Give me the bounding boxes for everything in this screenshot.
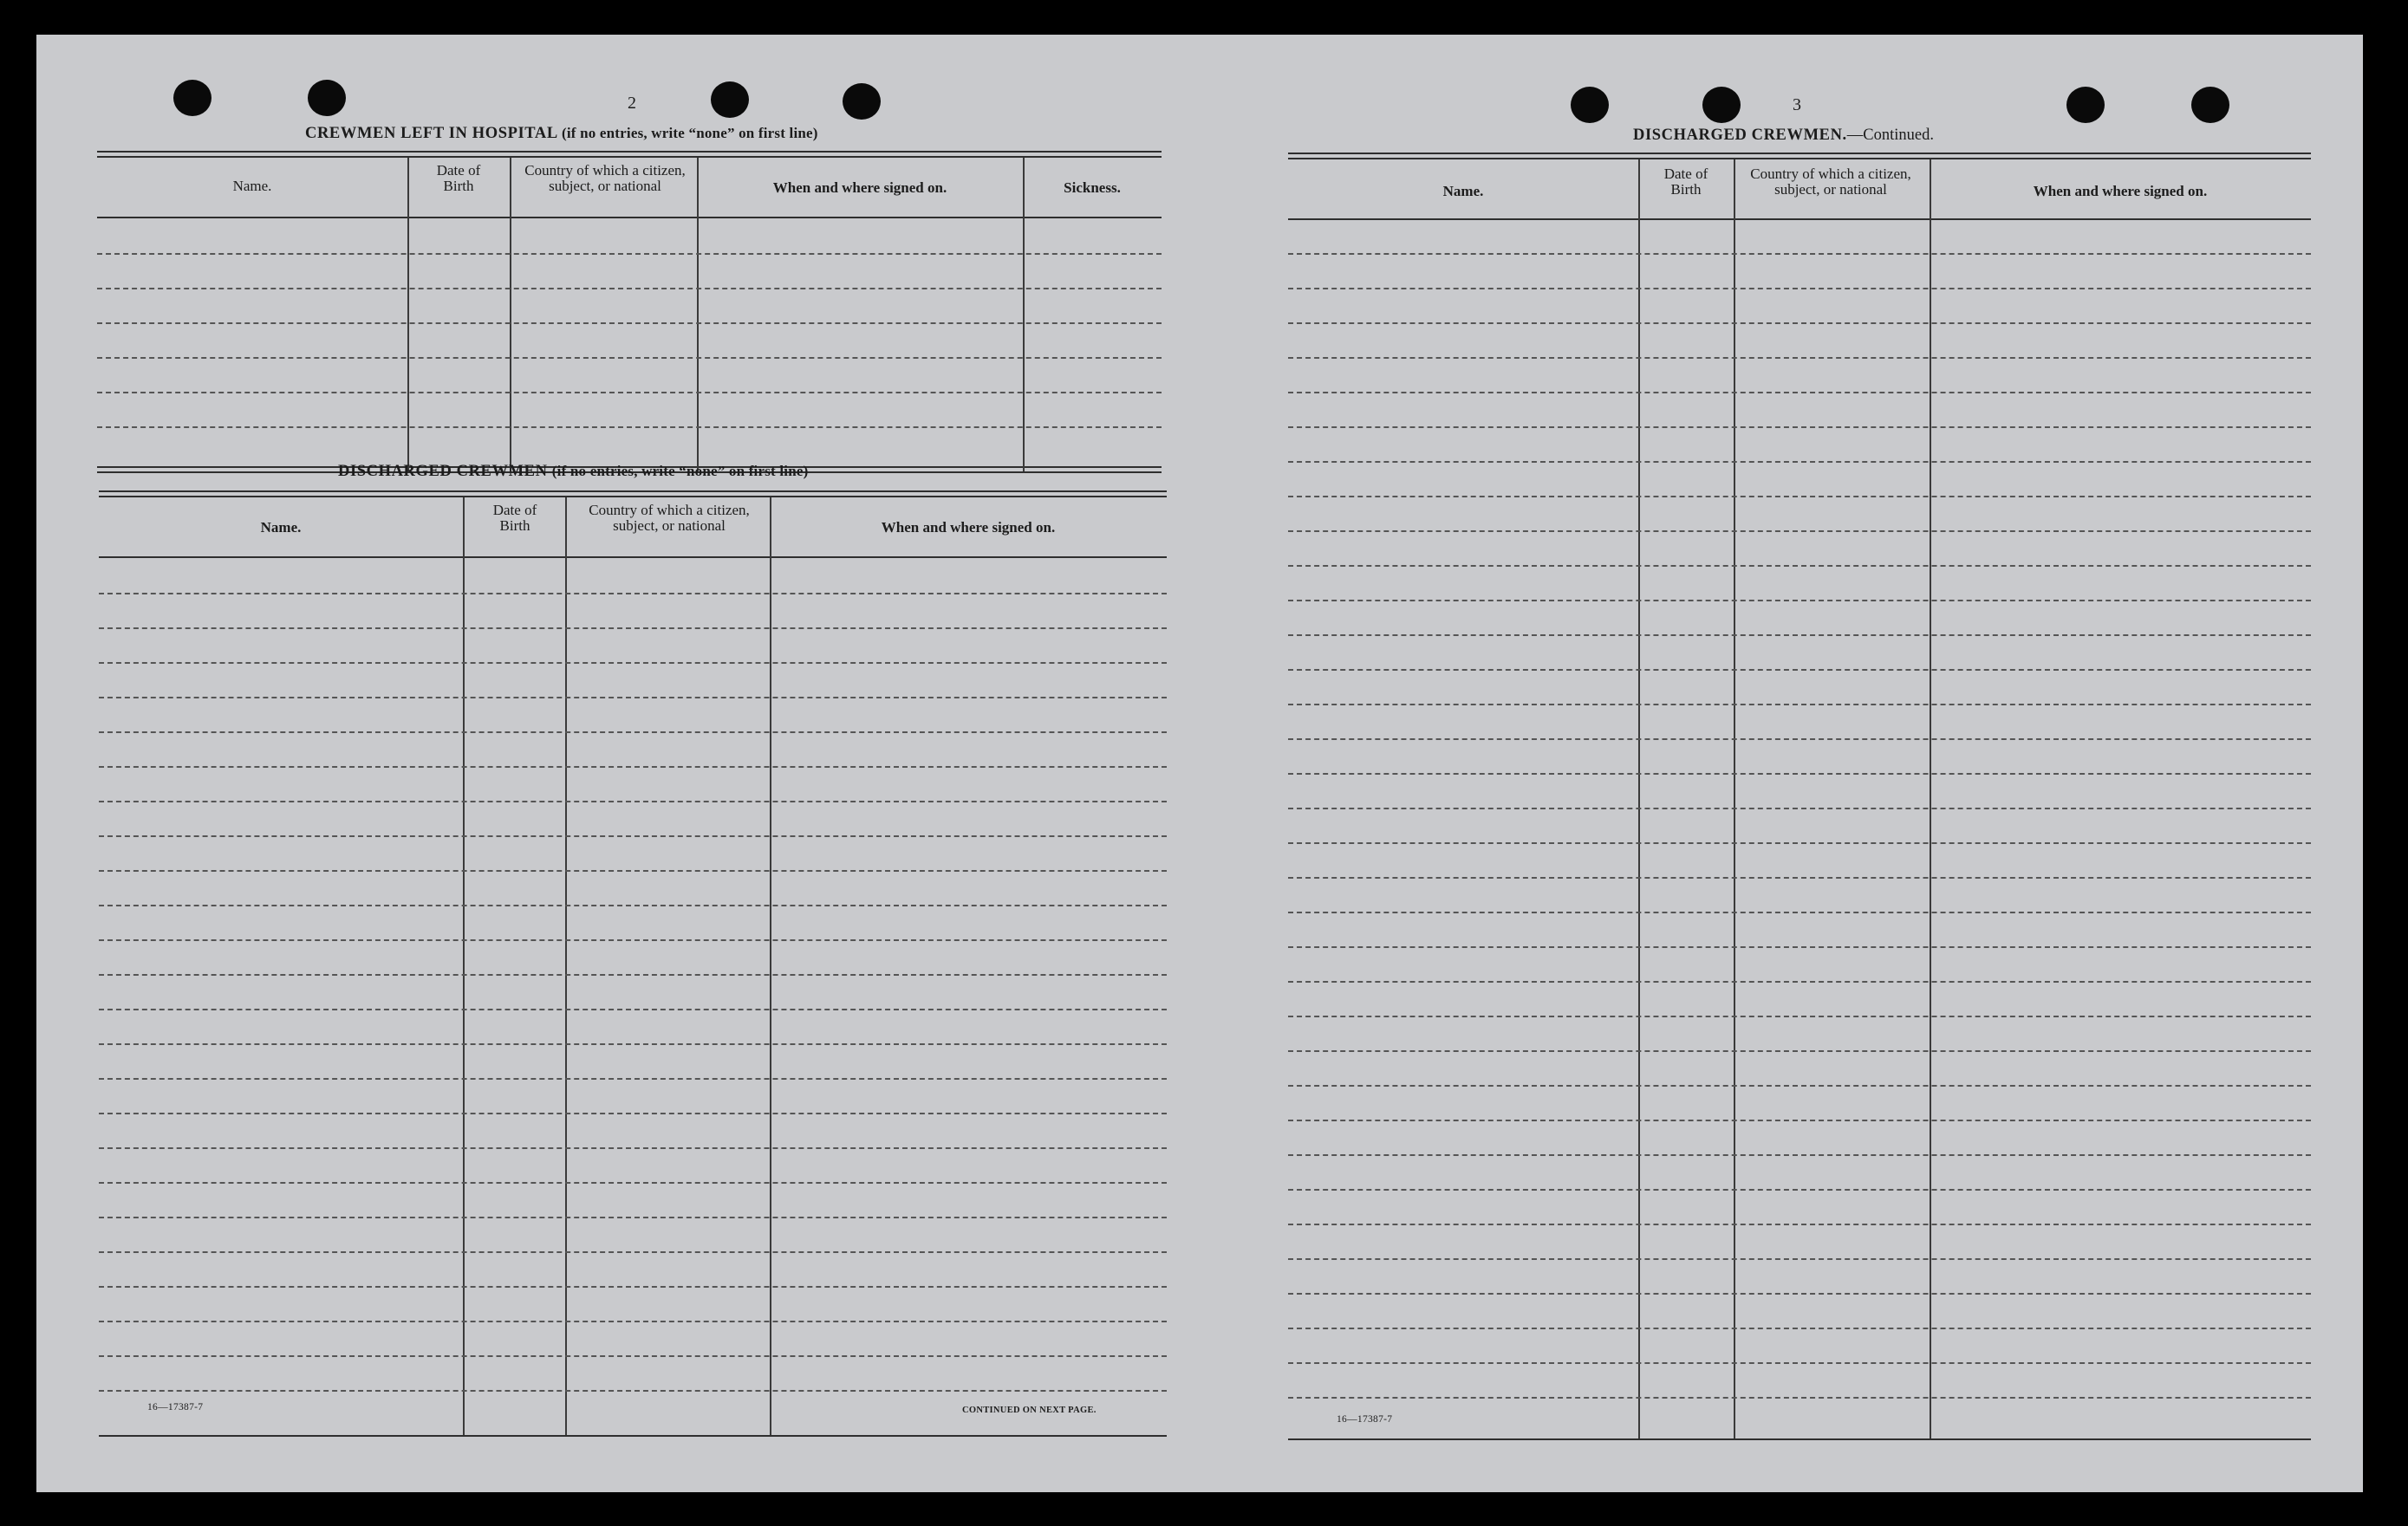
table-row: [99, 905, 1167, 906]
table-row: [1288, 461, 2311, 463]
col-header-dob: Date of Birth: [436, 162, 481, 194]
punch-hole-icon: [711, 81, 749, 118]
col-header-name: Name.: [1442, 183, 1484, 199]
table-row: [99, 731, 1167, 733]
punch-hole-icon: [308, 80, 346, 116]
table-row: [1288, 357, 2311, 359]
punch-hole-icon: [1571, 87, 1609, 123]
table-row: [97, 322, 1162, 324]
discharged-continued-title: [1633, 127, 1934, 145]
table-row: [97, 426, 1162, 428]
table-row: [99, 627, 1167, 629]
discharged-title-text: DISCHARGED CREWMEN: [338, 463, 548, 480]
col-header-signed-on: When and where signed on.: [2033, 183, 2208, 199]
punch-hole-icon: [843, 83, 881, 120]
table-row: [1288, 704, 2311, 705]
col-header-dob: Date of Birth: [1663, 166, 1708, 198]
table-row: [99, 593, 1167, 594]
punch-hole-icon: [1702, 87, 1741, 123]
table-row: [99, 1113, 1167, 1114]
page-number: 3: [1793, 95, 1801, 114]
table-row: [1288, 946, 2311, 948]
table-row: [99, 1043, 1167, 1045]
continued-suffix: —Continued.: [1846, 127, 1934, 144]
col-header-sickness: Sickness.: [1064, 179, 1121, 196]
table-row: [1288, 1397, 2311, 1399]
hospital-title-text: CREWMEN LEFT IN HOSPITAL: [305, 125, 557, 142]
col-header-dob: Date of Birth: [492, 502, 537, 534]
table-row: [99, 1286, 1167, 1288]
table-row: [1288, 738, 2311, 740]
table-row: [1288, 392, 2311, 393]
table-row: [99, 801, 1167, 802]
table-row: [99, 662, 1167, 664]
table-row: [1288, 669, 2311, 671]
table-row: [99, 974, 1167, 976]
table-row: [1288, 496, 2311, 497]
table-row: [1288, 253, 2311, 255]
table-row: [1288, 322, 2311, 324]
table-row: [99, 870, 1167, 872]
table-row: [1288, 1258, 2311, 1260]
table-row: [1288, 1050, 2311, 1052]
table-row: [1288, 808, 2311, 809]
table-row: [1288, 842, 2311, 844]
table-row: [99, 1390, 1167, 1392]
table-row: [99, 1217, 1167, 1218]
discharged-continued-table: [1288, 153, 2311, 1444]
hospital-section-title: [305, 125, 818, 143]
hospital-instruction: (if no entries, write “none” on first line): [562, 125, 818, 141]
table-row: [1288, 1085, 2311, 1087]
table-row: [1288, 1189, 2311, 1191]
col-header-country: Country of which a citizen, subject, or national: [524, 162, 686, 194]
table-row: [1288, 1224, 2311, 1225]
punch-hole-icon: [2066, 87, 2105, 123]
table-row: [99, 1147, 1167, 1149]
table-row: [99, 835, 1167, 837]
col-header-signed-on: When and where signed on.: [881, 519, 1056, 536]
col-header-name: Name.: [260, 519, 302, 536]
table-row: [99, 697, 1167, 698]
punch-hole-icon: [2191, 87, 2229, 123]
table-row: [1288, 634, 2311, 636]
table-row: [1288, 600, 2311, 601]
page-number: 2: [628, 94, 636, 113]
table-row: [99, 1182, 1167, 1184]
form-number: 16—17387-7: [1337, 1414, 1393, 1425]
table-row: [1288, 565, 2311, 567]
col-header-signed-on: When and where signed on.: [772, 179, 947, 196]
table-row: [1288, 1154, 2311, 1156]
table-row: [1288, 530, 2311, 532]
table-row: [1288, 1016, 2311, 1017]
table-row: [99, 1355, 1167, 1357]
table-row: [1288, 1293, 2311, 1295]
table-row: [99, 1321, 1167, 1322]
table-row: [97, 288, 1162, 289]
section-title-text: DISCHARGED CREWMEN.: [1633, 127, 1847, 144]
table-row: [97, 392, 1162, 393]
right-page: [1229, 35, 2363, 1492]
table-row: [99, 1078, 1167, 1080]
hospital-table: [97, 151, 1162, 473]
table-row: [97, 357, 1162, 359]
table-row: [99, 1251, 1167, 1253]
left-page: [36, 35, 1229, 1492]
table-row: [1288, 1120, 2311, 1121]
table-row: [1288, 981, 2311, 983]
table-row: [99, 1009, 1167, 1010]
table-row: [1288, 426, 2311, 428]
table-row: [99, 939, 1167, 941]
punch-hole-icon: [173, 80, 212, 116]
table-row: [1288, 1362, 2311, 1364]
table-row: [1288, 1328, 2311, 1329]
table-row: [1288, 773, 2311, 775]
table-row: [1288, 912, 2311, 913]
discharged-instruction: (if no entries, write “none” on first line): [551, 463, 809, 479]
continued-note: CONTINUED ON NEXT PAGE.: [962, 1406, 1097, 1415]
table-row: [1288, 877, 2311, 879]
discharged-table: [99, 490, 1167, 1444]
table-row: [1288, 288, 2311, 289]
form-number: 16—17387-7: [147, 1402, 204, 1412]
discharged-section-title: [338, 463, 808, 481]
col-header-country: Country of which a citizen, subject, or national: [1750, 166, 1911, 198]
table-row: [97, 253, 1162, 255]
col-header-country: Country of which a citizen, subject, or national: [589, 502, 750, 534]
col-header-name: Name.: [232, 178, 272, 194]
table-row: [99, 766, 1167, 768]
